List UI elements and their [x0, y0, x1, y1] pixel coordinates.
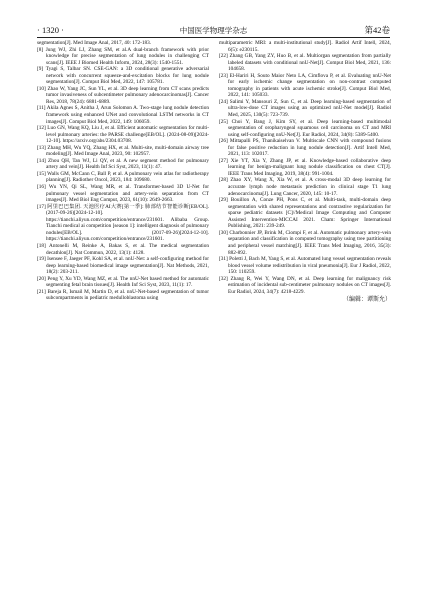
reference-item: [21] Bareja R, Ismail M, Martin D, et al. nnU-Net-based segmentation of tumor subcompartments in pediatric medulloblastoma using — [37, 288, 209, 302]
reference-item: [10] Zhao W, Yang JC, Sun YL, et al. 3D deep learning from CT scans predicts tumor invasiveness of subcentimeter pulmonary adenocarcinomas[J]. Cancer Res, 2018, 78(24): 6881-6889. — [37, 85, 209, 105]
reference-item: [31] Poletti J, Bach M, Yang S, et al. Automated lung vessel segmentation reveals blood vessel volume redistribution in viral pneumonia[J]. Eur J Radiol, 2022, 150: 110259. — [219, 256, 391, 276]
reference-item: [9] Tyagi S, Talbar SN. CSE-GAN: a 3D conditional generative adversarial network with concurrent squeeze-and-excitation blocks for lung nodule segmentation[J]. Comput Biol Med, 2022, 147: 105781. — [37, 66, 209, 86]
reference-item: [17] 阿里巴巴集团. 天池医疗AI大赛[第一季]: 肺部结节智能诊断[EB/OL]. (2017-09-26)[2024-12-10]. https://tianchi.aliyun.com/competition/entrance/231601. Alibaba Group. Tianchi medical ai competition [season 1]: intelligent diagnosis of pulmonary nodules[EB/OL]. (2017-09-26)[2024-12-10]. https://tianchi.aliyun.com/competition/entrance/231601. — [37, 203, 209, 243]
reference-item: [29] Bouillon A, Conze PH, Pons C, et al. Multi-task, multi-domain deep segmentation with shared representations and contrastive regularization for sparse pediatric datasets [C]//Medical Image Computing and Computer Assisted Intervention-MICCAI 2021. Cham: Springer International Publishing, 2021: 239-249. — [219, 197, 391, 230]
reference-item: [32] Zhang R, Wei Y, Wang DN, et al. Deep learning for malignancy risk estimation of incidental sub-centimeter pulmonary nodules on CT images[J]. Eur Radiol, 2024, 34(7): 4218-4229. — [219, 275, 391, 295]
reference-item: [23] El-Hariri H, Souto Maior Neto LA, Cimflova P, et al. Evaluating nnU-Net for early ischemic change segmentation on non-contrast computed tomography in patients with acute ischemic stroke[J]. Comput Biol Med, 2022, 141: 105033. — [219, 72, 391, 99]
references-right-column — [219, 40, 391, 310]
reference-item: [22] Zhang GB, Yang ZY, Huo B, et al. Multiorgan segmentation from partially labeled datasets with conditional nnU-Net[J]. Comput Biol Med, 2021, 136: 104658. — [219, 53, 391, 73]
reference-item: segmentation[J]. Med Image Anal, 2017, 40: 172-183. — [37, 40, 152, 46]
page-number: · 1320 · — [37, 25, 64, 35]
reference-item: [28] Zhao XY, Wang X, Xia W, et al. A cross-modal 3D deep learning for accurate lymph node metastasis prediction in clinical stage T1 lung adenocarcinoma[J]. Lung Cancer, 2020, 145: 10-17. — [219, 177, 391, 197]
reference-item: [20] Peng Y, Xu YD, Wang MZ, et al. The nnU-Net based method for automatic segmenting fetal brain tissues[J]. Health Inf Sci Syst, 2023, 11(1): 17. — [37, 275, 209, 289]
reference-item: [24] Salimi Y, Mansouri Z, Sun C, et al. Deep learning-based segmentation of ultra-low-dose CT images using an optimized nnU-Net model[J]. Radiol Med, 2025, 130(5): 723-739. — [219, 98, 391, 119]
reference-item: multiparametric MRI: a multi-institutional study[J]. Radiol Artif Intell, 2024, 6(5): e230115. — [219, 40, 391, 53]
editor-signoff: （编辑：谭斯允） — [342, 296, 391, 304]
page-header — [37, 24, 390, 36]
reference-item: [18] Antonelli M, Reinke A, Bakas S, et al. The medical segmentation decathlon[J]. Nat Commun, 2022, 13(1): 4128. — [37, 242, 209, 256]
reference-item: [15] Walls GM, McCann C, Ball P, et al. A pulmonary vein atlas for radiotherapy planning[J]. Radiother Oncol, 2023, 184: 109680. — [37, 170, 209, 184]
reference-item: [11] Akila Agnes S, Anitha J, Arun Solomon A. Two-stage lung nodule detection framework using enhanced UNet and convolutional LSTM networks in CT images[J]. Comput Biol Med, 2022, 149: 106059. — [37, 105, 209, 125]
journal-title: 中国医学物理学杂志 — [179, 25, 248, 35]
reference-item: [30] Charbonnier JP, Brink M, Ciompi F, et al. Automatic pulmonary artery-vein separation and classification in computed tomography using tree partitioning and peripheral vessel matching[J]. IEEE Trans Med Imaging, 2016, 35(3): 882-892. — [219, 229, 391, 256]
reference-item: [16] Wu YN, Qi SL, Wang MR, et al. Transformer-based 3D U-Net for pulmonary vessel segmentation and artery-vein separation from CT images[J]. Med Biol Eng Comput, 2023, 61(10): 2649-2663. — [37, 184, 209, 204]
reference-item: [12] Luo GN, Wang KQ, Liu J, et al. Efficient automatic segmentation for multi-level pulmonary arteries: the PARSE challenge[EB/OL]. (2024-08-09)[2024-12-10]. https://arxiv.org/abs/2304.03708. — [37, 125, 209, 145]
reference-item: [14] Zhou QH, Tan WJ, Li QY, et al. A new segment method for pulmonary artery and vein[J]. Health Inf Sci Syst, 2023, 11(1): 47. — [37, 157, 209, 171]
reference-item: [13] Zhang MH, Wu YQ, Zhang HX, et al. Multi-site, multi-domain airway tree modeling[J]. Med Image Anal, 2023, 90: 102957. — [37, 144, 209, 158]
header-rule — [37, 37, 390, 38]
reference-item: [26] Mittapalli PS, Thanikaiselvan V. Multiscale CNN with compound fusions for false positive reduction in lung nodule detection[J]. Artif Intell Med, 2021, 113: 102017. — [219, 138, 391, 158]
reference-item: [25] Choi Y, Bang J, Kim SY, et al. Deep learning-based multimodal segmentation of oropharyngeal squamous cell carcinoma on CT and MRI using self-configuring nnU-Net[J]. Eur Radiol, 2024, 34(8): 5389-5400. — [219, 118, 391, 138]
reference-item: [27] Xie YT, Xia Y, Zhang JP, et al. Knowledge-based collaborative deep learning for benign-malignant lung nodule classification on chest CT[J]. IEEE Trans Med Imaging, 2019, 38(4): 991-1004. — [219, 157, 391, 177]
reference-item: [8] Jung WJ, Zhi LJ, Zhang SM, et al.A dual-branch framework with prior knowledge for precise segmentation of lung nodules in challenging CT scans[J]. IEEE J Biomed Health Inform, 2024, 28(3): 1540-1551. — [37, 46, 209, 66]
volume-label: 第42卷 — [364, 25, 390, 35]
references-left-column — [37, 40, 209, 302]
reference-item: [19] Isensee F, Jaeger PF, Kohl SA, et al. nnU-Net: a self-configuring method for deep learning-based biomedical image segmentation[J]. Nat Methods, 2021, 18(2): 203-211. — [37, 256, 209, 276]
